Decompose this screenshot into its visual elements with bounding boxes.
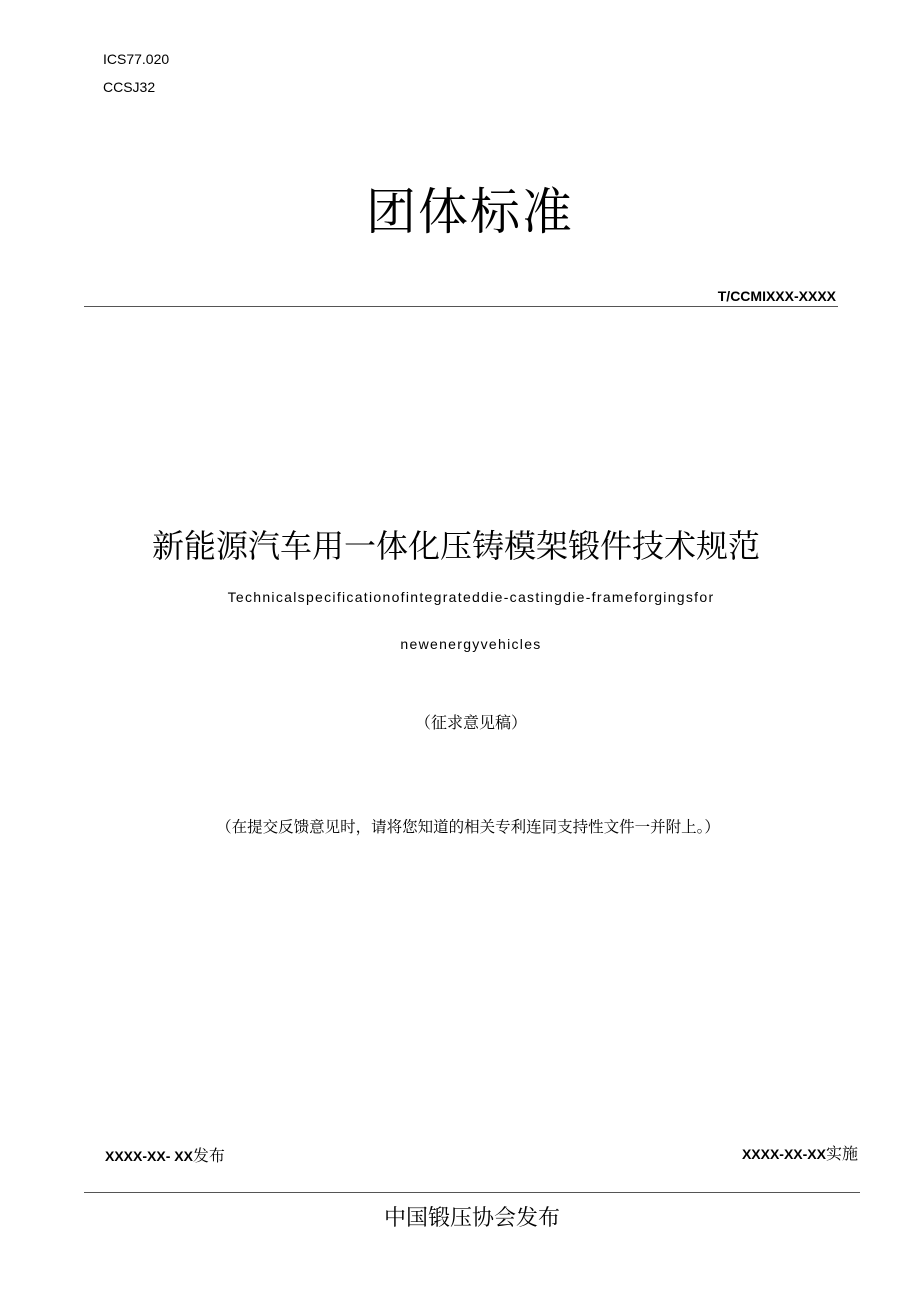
publish-date-line xyxy=(105,1143,225,1166)
standard-type-heading: 团体标准 xyxy=(366,183,574,241)
document-title-english-line1: Technicalspecificationofintegrateddie-castingdie-frameforgingsfor xyxy=(227,589,715,605)
publisher: 中国锻压协会发布 xyxy=(383,1206,560,1231)
publish-date: XXXX-XX- XX xyxy=(105,1148,193,1164)
implement-date: XXXX-XX-XX xyxy=(741,1146,826,1162)
document-title-chinese: 新能源汽车用一体化压铸模架锻件技术规范 xyxy=(151,527,760,565)
implement-date-line xyxy=(742,1141,858,1164)
publish-label: 发布 xyxy=(192,1146,225,1165)
top-divider xyxy=(84,306,838,307)
draft-label: （征求意见稿） xyxy=(414,713,527,732)
document-title-english-line2: newenergyvehicles xyxy=(400,636,542,652)
implement-label: 实施 xyxy=(825,1144,858,1163)
ccs-code: CCSJ32 xyxy=(103,79,156,95)
patent-notice: （在提交反馈意见时，请将您知道的相关专利连同支持性文件一并附上。） xyxy=(216,818,720,836)
bottom-divider xyxy=(84,1192,860,1193)
ics-code: ICS77.020 xyxy=(103,51,170,67)
standard-number: T/CCMIXXX-XXXX xyxy=(717,288,836,304)
